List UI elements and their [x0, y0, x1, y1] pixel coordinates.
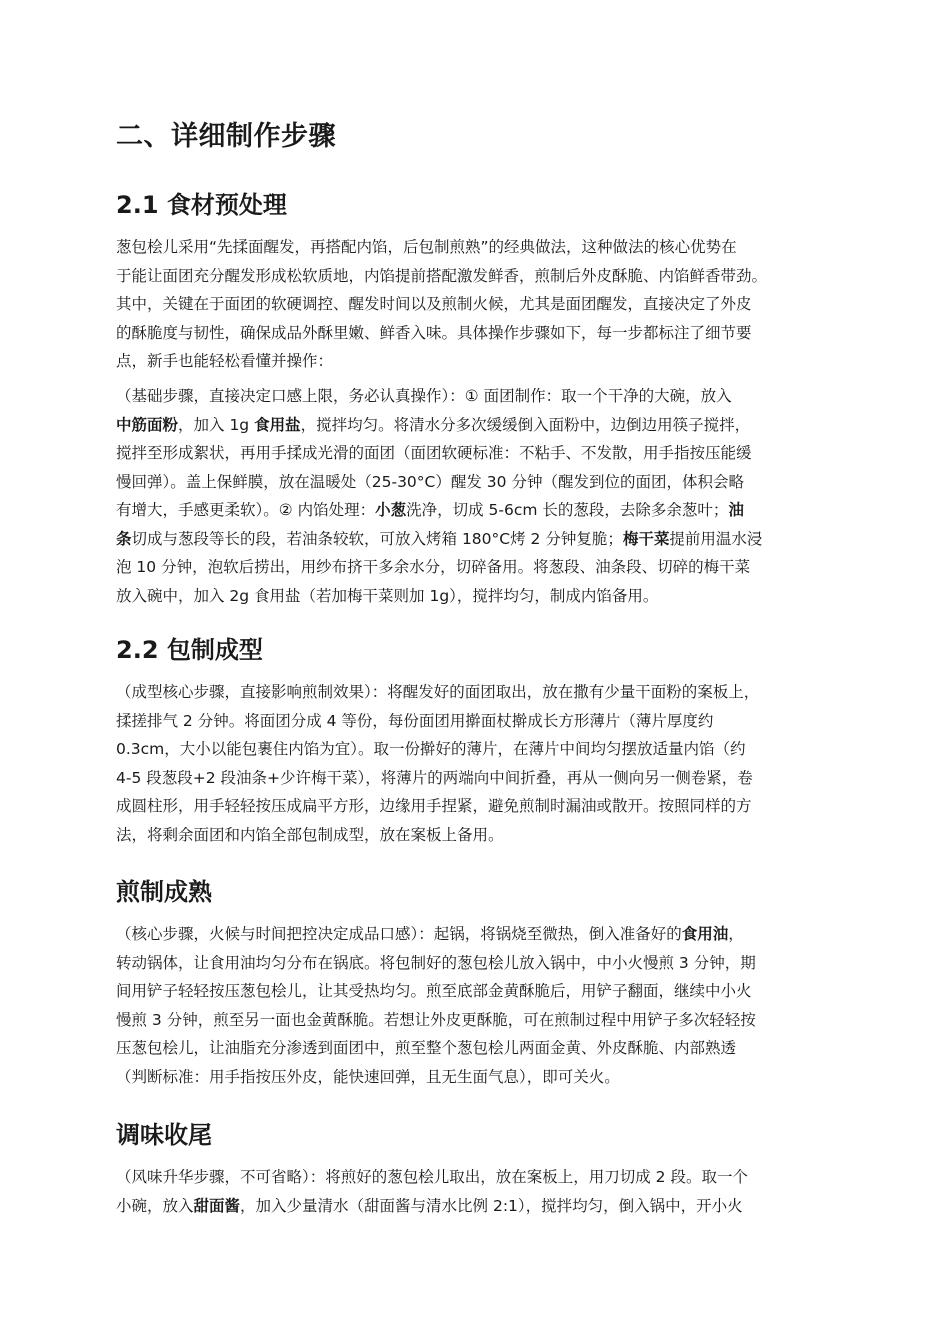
paragraph-line: （判断标准：用手指按压外皮，能快速回弹，且无生面气息），即可关火。	[116, 1067, 620, 1086]
paragraph-line: 小碗，放入甜面酱，加入少量清水（甜面酱与清水比例 2:1），搅拌均匀，倒入锅中，开小火	[116, 1196, 743, 1215]
paragraph-line: 泡 10 分钟，泡软后捞出，用纱布挤干多余水分，切碎备用。将葱段、油条段、切碎的梅干菜	[116, 558, 751, 576]
paragraph-line: 成圆柱形，用手轻轻按压成扁平方形，边缘用手捏紧，避免煎制时漏油或散开。按照同样的方	[116, 797, 752, 815]
paragraph-line: （风味升华步骤，不可省略）：将煎好的葱包桧儿取出，放在案板上，用刀切成 2 段。取一个	[116, 1168, 748, 1186]
paragraph-line: 4-5 段葱段+2 段油条+少许梅干菜），将薄片的两端向中间折叠，再从一侧向另一侧卷紧，卷	[116, 768, 753, 787]
paragraph-line: 搅拌至形成絮状，再用手揉成光滑的面团（面团软硬标准：不粘手、不发散，用手指按压能缓	[116, 444, 752, 462]
paragraph-line: 法，将剩余面团和内馅全部包制成型，放在案板上备用。	[116, 825, 504, 844]
paragraph-line: 慢回弹）。盖上保鲜膜，放在温暖处（25-30°C）醒发 30 分钟（醒发到位的面团，体积会略	[116, 472, 744, 491]
paragraph	[116, 920, 838, 1091]
paragraph-line: 点，新手也能轻松看懂并操作：	[116, 352, 334, 370]
paragraph-line: 压葱包桧儿，让油脂充分渗透到面团中，煎至整个葱包桧儿两面金黄、外皮酥脆、内部熟透	[116, 1039, 737, 1057]
section-heading: 2.1 食材预处理	[116, 191, 287, 219]
paragraph	[116, 233, 838, 376]
paragraph-line: 中筋面粉，加入 1g 食用盐，搅拌均匀。将清水分多次缓缓倒入面粉中，边倒边用筷子搅拌，	[116, 415, 751, 434]
paragraph-line: 其中，关键在于面团的软硬调控、醒发时间以及煎制火候，尤其是面团醒发，直接决定了外皮	[116, 295, 752, 313]
paragraph	[116, 678, 838, 849]
paragraph	[116, 1163, 838, 1220]
paragraph	[116, 382, 838, 610]
section-heading: 煎制成熟	[116, 878, 212, 906]
paragraph-line: 条切成与葱段等长的段，若油条较软，可放入烤箱 180°C烤 2 分钟复脆；梅干菜提前用温水浸	[116, 529, 763, 548]
page-title: 二、详细制作步骤	[116, 121, 336, 152]
paragraph-line: 转动锅体，让食用油均匀分布在锅底。将包制好的葱包桧儿放入锅中，中小火慢煎 3 分钟，期	[116, 953, 756, 972]
paragraph-line: （基础步骤，直接决定口感上限，务必认真操作）：① 面团制作：取一个干净的大碗，放入	[116, 387, 732, 405]
paragraph-line: （核心步骤，火候与时间把控决定成品口感）：起锅，将锅烧至微热，倒入准备好的食用油，	[116, 925, 744, 943]
paragraph-line: 的酥脆度与韧性，确保成品外酥里嫩、鲜香入味。具体操作步骤如下，每一步都标注了细节要	[116, 323, 752, 342]
paragraph-line: 慢煎 3 分钟，煎至另一面也金黄酥脆。若想让外皮更酥脆，可在煎制过程中用铲子多次轻轻按	[116, 1010, 756, 1029]
paragraph-line: 放入碗中，加入 2g 食用盐（若加梅干菜则加 1g），搅拌均匀，制成内馅备用。	[116, 586, 659, 605]
paragraph-line: 于能让面团充分醒发形成松软质地，内馅提前搭配激发鲜香，煎制后外皮酥脆、内馅鲜香带劲。	[116, 266, 768, 285]
paragraph-line: 有增大，手感更柔软）。② 内馅处理：小葱洗净，切成 5-6cm 长的葱段，去除多余葱叶；油	[116, 501, 744, 519]
section-heading: 调味收尾	[116, 1121, 212, 1149]
paragraph-line: 揉搓排气 2 分钟。将面团分成 4 等份，每份面团用擀面杖擀成长方形薄片（薄片厚度约	[116, 711, 714, 730]
paragraph-line: 葱包桧儿采用“先揉面醒发，再搭配内馅，后包制煎熟”的经典做法，这种做法的核心优势在	[116, 238, 737, 256]
paragraph-line: （成型核心步骤，直接影响煎制效果）：将醒发好的面团取出，放在撒有少量干面粉的案板上，	[116, 683, 760, 701]
paragraph-line: 0.3cm，大小以能包裹住内馅为宜）。取一份擀好的薄片，在薄片中间均匀摆放适量内馅（约	[116, 740, 746, 758]
section-heading: 2.2 包制成型	[116, 636, 263, 664]
paragraph-line: 间用铲子轻轻按压葱包桧儿，让其受热均匀。煎至底部金黄酥脆后，用铲子翻面，继续中小火	[116, 982, 752, 1000]
